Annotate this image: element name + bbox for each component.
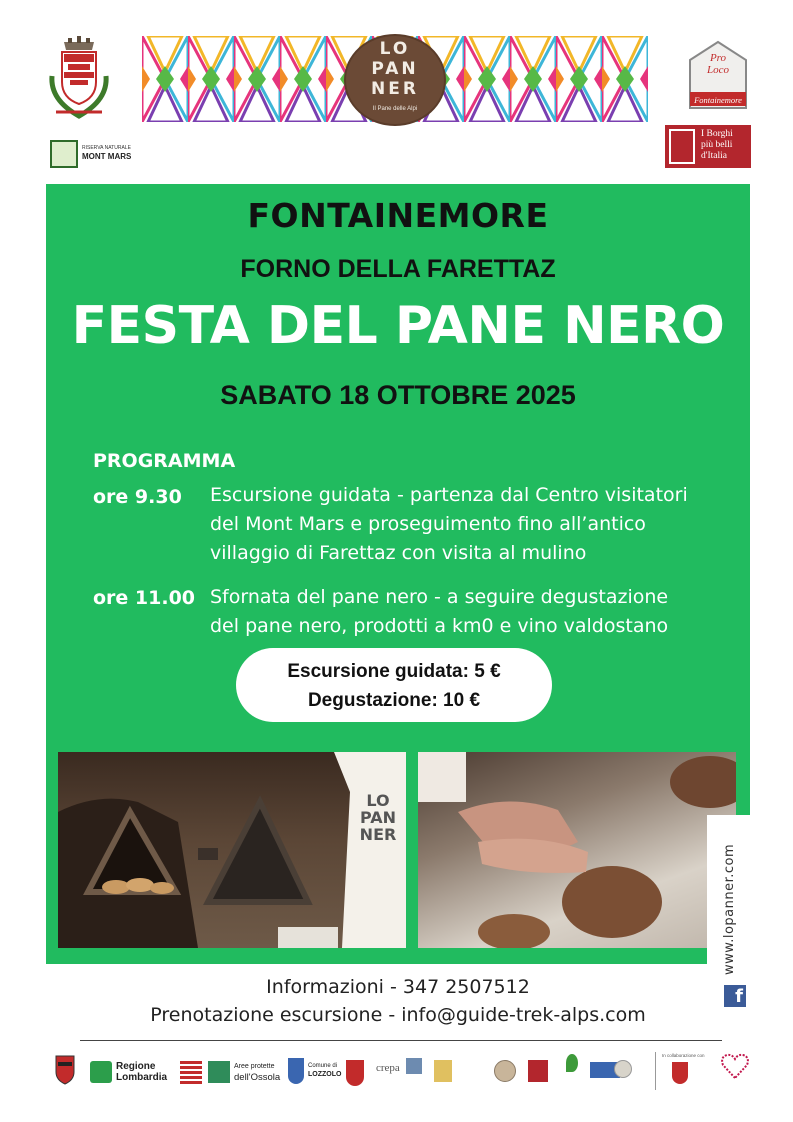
ossola-line2: dell'Ossola — [234, 1072, 281, 1083]
programme-line: del pane nero, prodotti a km0 e vino valdostano — [210, 615, 669, 637]
programme-line: del Mont Mars e proseguimento fino all’antico — [210, 513, 646, 535]
mountain-icon — [50, 140, 78, 168]
pro-loco-line1: Pro — [709, 52, 727, 64]
facebook-icon[interactable]: f — [724, 985, 746, 1007]
apron-logo — [350, 792, 406, 843]
mont-mars-subtitle: RISERVA NATURALE — [82, 145, 131, 151]
apron-line: LO — [366, 791, 390, 810]
tower-icon — [669, 129, 695, 164]
event-date: SABATO 18 OTTOBRE 2025 — [220, 380, 576, 410]
mont-mars-name: MONT MARS — [82, 152, 132, 161]
seal-icon — [614, 1060, 632, 1078]
borghi-line3: d'Italia — [701, 151, 727, 161]
borghi-logo — [665, 125, 751, 168]
programme-description-1 — [210, 481, 730, 568]
lopanner-logo: LO PAN NER Il Pane delle Alpi — [344, 34, 446, 126]
programme-line: villaggio di Farettaz con visita al mulino — [210, 542, 587, 564]
event-place: FORNO DELLA FARETTAZ — [240, 255, 556, 283]
lozzolo-line1: Comune di — [308, 1063, 338, 1069]
apron-line: NER — [359, 825, 397, 844]
programme-time-1: ore 9.30 — [93, 486, 182, 508]
website-link[interactable]: www.lopanner.com — [722, 843, 737, 975]
collaboration-label: In collaborazione con — [662, 1053, 705, 1058]
round-seal-icon — [494, 1060, 516, 1082]
lozzolo-crest-icon — [288, 1058, 304, 1084]
crest-small-1 — [346, 1060, 364, 1086]
programme-time-2: ore 11.00 — [93, 587, 196, 609]
borghi-line1: I Borghi — [701, 129, 733, 139]
lozzolo-logo — [288, 1058, 344, 1088]
ossola-line1: Aree protette — [234, 1063, 275, 1070]
event-town: FONTAINEMORE — [247, 196, 549, 235]
collab-crest-icon — [672, 1062, 688, 1084]
pro-loco-town: Fontainemore — [694, 95, 742, 105]
mont-mars-logo — [50, 140, 140, 168]
event-title: FESTA DEL PANE NERO — [71, 296, 725, 356]
ossola-logo — [208, 1061, 281, 1085]
regione-lombardia-line1: Regione — [116, 1061, 156, 1072]
programme-heading: PROGRAMMA — [93, 450, 236, 472]
wood-oven-photo — [58, 752, 406, 948]
regione-lombardia-line2: Lombardia — [116, 1072, 168, 1083]
programme-line: Escursione guidata - partenza dal Centro visitatori — [210, 484, 688, 506]
regione-lombardia-logo — [90, 1061, 170, 1085]
lombardia-rose-icon — [90, 1061, 112, 1083]
municipal-crest-icon — [46, 36, 112, 122]
info-phone: Informazioni - 347 2507512 — [266, 976, 530, 998]
valle-aosta-crest-icon — [52, 1052, 78, 1090]
price-excursion: Escursione guidata: 5 € — [287, 661, 501, 682]
lozzolo-line2: LOZZOLO — [308, 1071, 342, 1078]
heart-logo-icon — [720, 1052, 750, 1080]
borghi-line2: più belli — [701, 140, 733, 150]
red-mark-icon — [528, 1060, 548, 1082]
green-leaf-icon — [566, 1054, 578, 1072]
house-icon — [406, 1058, 422, 1074]
programme-line: Sfornata del pane nero - a seguire degustazione — [210, 586, 669, 608]
booking-email[interactable]: Prenotazione escursione - info@guide-trek-alps.com — [150, 1004, 646, 1026]
bread-kneading-photo — [418, 752, 736, 948]
divider — [80, 1040, 722, 1041]
pro-loco-line2: Loco — [707, 64, 729, 76]
ecomuseum-logo-icon — [434, 1060, 488, 1082]
price-tasting: Degustazione: 10 € — [307, 690, 481, 711]
programme-description-2 — [210, 583, 730, 641]
regione-piemonte-logo — [180, 1060, 202, 1084]
crepa-logo: crepa — [376, 1062, 400, 1074]
footer-separator — [655, 1052, 656, 1090]
pro-loco-logo — [684, 38, 752, 112]
ossola-mark-icon — [208, 1061, 230, 1083]
apron-line: PAN — [359, 808, 397, 827]
